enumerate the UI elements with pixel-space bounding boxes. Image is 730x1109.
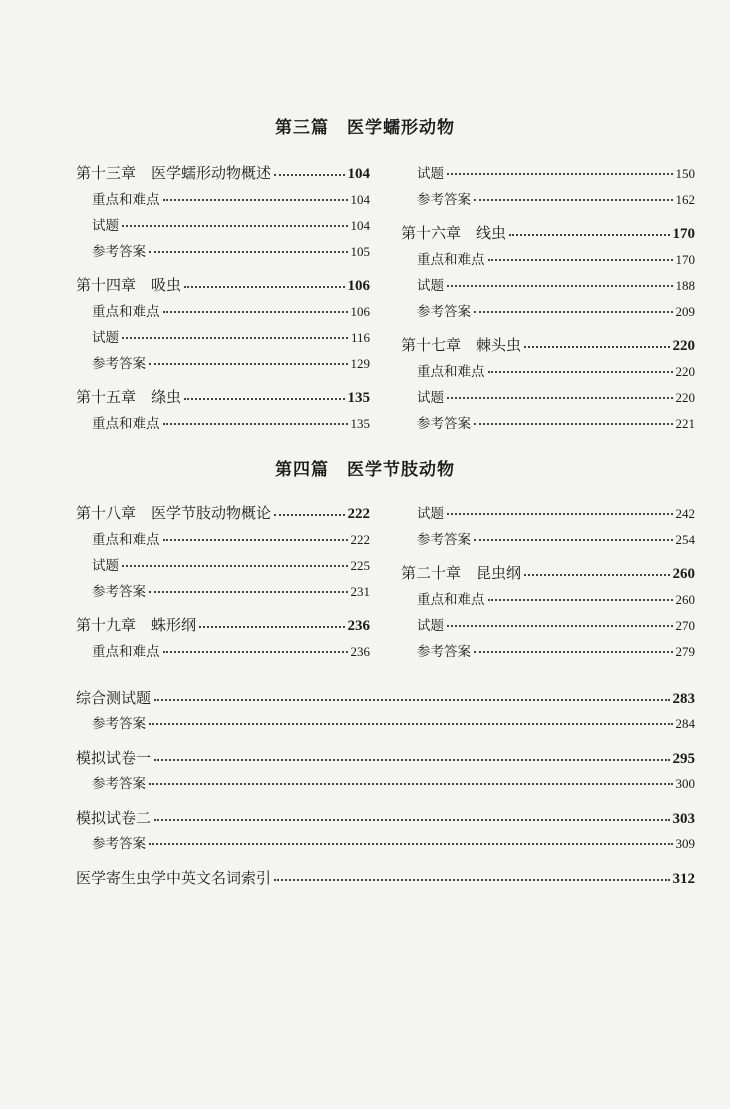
dot-leader xyxy=(163,539,348,541)
toc-page-number: 254 xyxy=(675,532,695,547)
toc-chapter-entry[interactable] xyxy=(76,502,370,523)
dot-leader xyxy=(274,174,344,176)
dot-leader xyxy=(149,843,673,845)
dot-leader xyxy=(149,783,673,785)
dot-leader xyxy=(149,363,348,365)
toc-entry-label: 第十三章 医学蠕形动物概述 xyxy=(76,164,272,182)
toc-chapter-entry[interactable] xyxy=(401,222,695,243)
toc-entry-label: 参考答案 xyxy=(417,416,471,432)
dot-leader xyxy=(509,234,669,236)
part3-title: 第三篇 医学蠕形动物 xyxy=(275,118,455,138)
toc-entry-label: 试题 xyxy=(92,330,119,346)
toc-sub-entry[interactable] xyxy=(92,214,370,234)
toc-entry-label: 模拟试卷一 xyxy=(76,749,152,767)
dot-leader xyxy=(474,423,673,425)
toc-page-number: 312 xyxy=(672,871,695,887)
dot-leader xyxy=(488,259,673,261)
toc-page-number: 220 xyxy=(675,390,695,405)
toc-entry-label: 试题 xyxy=(417,506,444,522)
dot-leader xyxy=(274,879,669,881)
toc-page-number: 105 xyxy=(350,244,370,259)
toc-entry-label: 试题 xyxy=(417,166,444,182)
dot-leader xyxy=(474,199,673,201)
toc-page-number: 260 xyxy=(672,566,695,582)
toc-entry-label: 重点和难点 xyxy=(92,416,160,432)
dot-leader xyxy=(474,311,673,313)
dot-leader xyxy=(122,565,348,567)
dot-leader xyxy=(447,625,673,627)
toc-page-number: 129 xyxy=(350,356,370,371)
toc-entry-label: 第十四章 吸虫 xyxy=(76,276,182,294)
toc-entry-label: 重点和难点 xyxy=(92,304,160,320)
toc-sub-entry[interactable] xyxy=(417,502,695,522)
toc-sub-entry[interactable] xyxy=(92,640,370,660)
toc-page-number: 220 xyxy=(672,338,695,354)
toc-sub-entry[interactable] xyxy=(92,412,370,432)
dot-leader xyxy=(447,397,673,399)
toc-page-number: 279 xyxy=(675,644,695,659)
toc-sub-entry[interactable] xyxy=(417,274,695,294)
dot-leader xyxy=(447,513,673,515)
toc-entry-label: 参考答案 xyxy=(92,244,146,260)
toc-sub-entry[interactable] xyxy=(92,326,370,346)
toc-entry-label: 第十五章 绦虫 xyxy=(76,388,182,406)
toc-page-number: 270 xyxy=(675,618,695,633)
dot-leader xyxy=(149,251,348,253)
toc-page-number: 170 xyxy=(675,252,695,267)
toc-sub-entry[interactable] xyxy=(92,580,370,600)
toc-page-number: 135 xyxy=(350,416,370,431)
toc-page-number: 104 xyxy=(350,218,370,233)
toc-page-number: 170 xyxy=(672,226,695,242)
toc-page-number: 116 xyxy=(350,330,370,345)
toc-sub-entry[interactable] xyxy=(92,832,695,852)
toc-page-number: 295 xyxy=(672,751,695,767)
toc-chapter-entry[interactable] xyxy=(76,747,695,768)
toc-sub-entry[interactable] xyxy=(92,300,370,320)
toc-chapter-entry[interactable] xyxy=(76,274,370,295)
toc-entry-label: 重点和难点 xyxy=(417,592,485,608)
dot-leader xyxy=(149,723,673,725)
toc-entry-label: 试题 xyxy=(92,558,119,574)
toc-page-number: 303 xyxy=(672,811,695,827)
toc-entry-label: 试题 xyxy=(417,278,444,294)
part4-title: 第四篇 医学节肢动物 xyxy=(275,460,455,480)
dot-leader xyxy=(154,759,669,761)
toc-chapter-entry[interactable] xyxy=(76,162,370,183)
toc-entry-label: 重点和难点 xyxy=(417,252,485,268)
toc-page-number: 231 xyxy=(350,584,370,599)
toc-page-number: 284 xyxy=(675,716,695,731)
toc-sub-entry[interactable] xyxy=(417,386,695,406)
toc-page-number: 162 xyxy=(675,192,695,207)
toc-chapter-entry[interactable] xyxy=(76,867,695,888)
dot-leader xyxy=(447,285,673,287)
toc-entry-label: 综合测试题 xyxy=(76,689,152,707)
toc-sub-entry[interactable] xyxy=(92,772,695,792)
toc-entry-label: 试题 xyxy=(92,218,119,234)
toc-entry-label: 参考答案 xyxy=(92,776,146,792)
toc-page-number: 106 xyxy=(347,278,370,294)
toc-entry-label: 第二十章 昆虫纲 xyxy=(401,564,522,582)
toc-sub-entry[interactable] xyxy=(417,188,695,208)
dot-leader xyxy=(163,423,348,425)
toc-sub-entry[interactable] xyxy=(417,640,695,660)
toc-entry-label: 第十七章 棘头虫 xyxy=(401,336,522,354)
toc-sub-entry[interactable] xyxy=(92,188,370,208)
toc-sub-entry[interactable] xyxy=(417,162,695,182)
toc-entry-label: 参考答案 xyxy=(92,716,146,732)
toc-page-number: 225 xyxy=(350,558,370,573)
toc-sub-entry[interactable] xyxy=(92,554,370,574)
toc-sub-entry[interactable] xyxy=(92,240,370,260)
dot-leader xyxy=(163,651,348,653)
toc-page-number: 222 xyxy=(350,532,370,547)
toc-sub-entry[interactable] xyxy=(417,528,695,548)
toc-sub-entry[interactable] xyxy=(417,588,695,608)
dot-leader xyxy=(154,699,669,701)
dot-leader xyxy=(122,225,348,227)
dot-leader xyxy=(149,591,348,593)
toc-entry-label: 重点和难点 xyxy=(417,364,485,380)
toc-sub-entry[interactable] xyxy=(417,248,695,268)
toc-entry-label: 参考答案 xyxy=(417,304,471,320)
toc-entry-label: 重点和难点 xyxy=(92,644,160,660)
toc-sub-entry[interactable] xyxy=(417,412,695,432)
toc-chapter-entry[interactable] xyxy=(76,687,695,708)
dot-leader xyxy=(199,626,344,628)
toc-page-number: 309 xyxy=(675,836,695,851)
toc-page-number: 104 xyxy=(347,166,370,182)
toc-entry-label: 参考答案 xyxy=(417,532,471,548)
toc-page-number: 236 xyxy=(350,644,370,659)
dot-leader xyxy=(163,199,348,201)
toc-entry-label: 试题 xyxy=(417,390,444,406)
toc-page-number: 150 xyxy=(675,166,695,181)
toc-page-number: 222 xyxy=(347,506,370,522)
dot-leader xyxy=(524,574,669,576)
toc-page-number: 209 xyxy=(675,304,695,319)
dot-leader xyxy=(488,371,673,373)
toc-entry-label: 第十九章 蛛形纲 xyxy=(76,616,197,634)
dot-leader xyxy=(474,651,673,653)
toc-entry-label: 第十六章 线虫 xyxy=(401,224,507,242)
toc-chapter-entry[interactable] xyxy=(76,807,695,828)
dot-leader xyxy=(524,346,669,348)
toc-chapter-entry[interactable] xyxy=(401,334,695,355)
toc-sub-entry[interactable] xyxy=(92,712,695,732)
dot-leader xyxy=(122,337,348,339)
toc-chapter-entry[interactable] xyxy=(76,614,370,635)
toc-entry-label: 参考答案 xyxy=(92,584,146,600)
toc-entry-label: 重点和难点 xyxy=(92,532,160,548)
dot-leader xyxy=(154,819,669,821)
toc-page-number: 135 xyxy=(347,390,370,406)
toc-page-number: 106 xyxy=(350,304,370,319)
toc-page-number: 260 xyxy=(675,592,695,607)
toc-sub-entry[interactable] xyxy=(417,614,695,634)
toc-chapter-entry[interactable] xyxy=(76,386,370,407)
toc-page-number: 104 xyxy=(350,192,370,207)
toc-page-number: 221 xyxy=(675,416,695,431)
toc-sub-entry[interactable] xyxy=(92,528,370,548)
dot-leader xyxy=(474,539,673,541)
toc-entry-label: 参考答案 xyxy=(92,356,146,372)
toc-entry-label: 参考答案 xyxy=(417,644,471,660)
toc-sub-entry[interactable] xyxy=(417,360,695,380)
toc-entry-label: 参考答案 xyxy=(92,836,146,852)
toc-entry-label: 重点和难点 xyxy=(92,192,160,208)
toc-chapter-entry[interactable] xyxy=(401,562,695,583)
toc-page-number: 242 xyxy=(675,506,695,521)
dot-leader xyxy=(184,398,344,400)
toc-entry-label: 参考答案 xyxy=(417,192,471,208)
toc-sub-entry[interactable] xyxy=(417,300,695,320)
dot-leader xyxy=(447,173,673,175)
toc-page-number: 220 xyxy=(675,364,695,379)
toc-sub-entry[interactable] xyxy=(92,352,370,372)
dot-leader xyxy=(163,311,348,313)
toc-page-number: 300 xyxy=(675,776,695,791)
dot-leader xyxy=(488,599,673,601)
toc-entry-label: 试题 xyxy=(417,618,444,634)
toc-entry-label: 第十八章 医学节肢动物概论 xyxy=(76,504,272,522)
toc-page-number: 236 xyxy=(347,618,370,634)
toc-page-number: 283 xyxy=(672,691,695,707)
toc-entry-label: 模拟试卷二 xyxy=(76,809,152,827)
dot-leader xyxy=(184,286,344,288)
dot-leader xyxy=(274,514,344,516)
toc-entry-label: 医学寄生虫学中英文名词索引 xyxy=(76,869,272,887)
toc-page-number: 188 xyxy=(675,278,695,293)
